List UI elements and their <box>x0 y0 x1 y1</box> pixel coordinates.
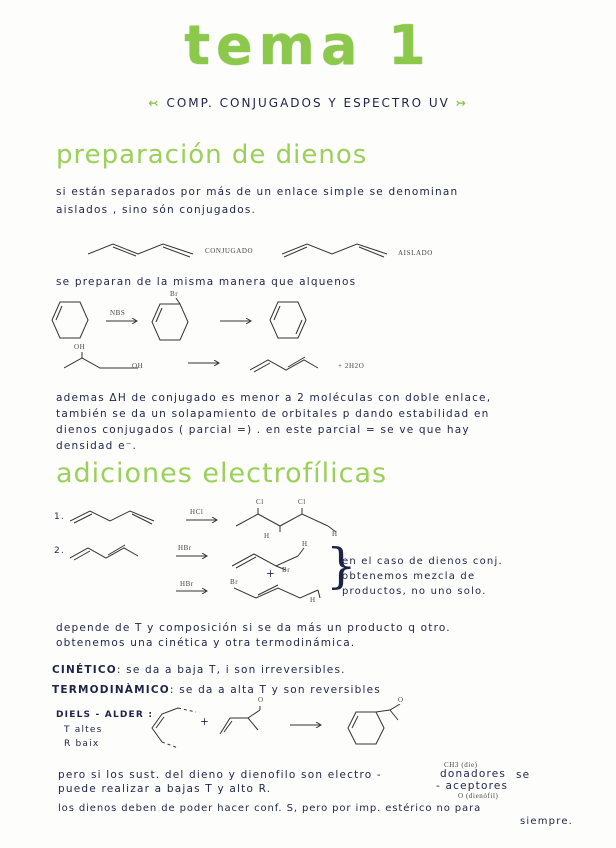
label-oh-top: OH <box>74 343 86 351</box>
label-br-2: Br <box>282 566 291 574</box>
diels-alder-reactants-drawing <box>150 706 280 750</box>
arrow-2-icon <box>220 318 254 324</box>
label-h-4: H <box>310 596 316 604</box>
label-h-2: H <box>332 530 338 538</box>
kinetic-label: CINÉTICO <box>52 664 117 676</box>
note-o: O (dienófil) <box>458 792 499 800</box>
label-conjugado: CONJUGADO <box>205 247 254 255</box>
cyclohexene-drawing <box>50 298 92 342</box>
curly-brace-icon: } <box>326 538 357 594</box>
para3-line-2: puede realizar a bajas T y alto R. <box>58 783 272 795</box>
conjugated-diene-drawing <box>88 236 198 260</box>
thermo-label: TERMODINÀMICO <box>52 684 170 696</box>
thermo-row <box>52 684 381 696</box>
product-water: + 2H2O <box>338 362 365 370</box>
label-oh-right: OH <box>132 362 144 370</box>
arrow-1-icon <box>106 318 140 324</box>
diels-alder-plus: + <box>200 716 210 728</box>
para1-line-1: ademas ΔH de conjugado es menor a 2 moléculas con doble enlace, <box>56 392 492 404</box>
para4-line-1: los dienos deben de poder hacer conf. S, pero por imp. estérico no para <box>58 803 482 814</box>
leaf-left-icon: ↢ <box>148 96 167 110</box>
note-line-1: en el caso de dienos conj. <box>342 556 503 567</box>
subtitle-row <box>0 96 616 110</box>
reagent-hbr-2: HBr <box>180 580 194 588</box>
label-br-1: Br <box>170 290 179 298</box>
label-cl-2: Cl <box>298 498 306 506</box>
label-o-1: O <box>258 696 264 704</box>
isolated-diene-drawing <box>282 236 392 260</box>
para2-line-1: depende de T y composición si se da más un producto q otro. <box>56 622 451 634</box>
para1-line-3: dienos conjugados ( parcial =) . en este parcial = se ve que hay <box>56 424 470 436</box>
prep-line-1: si están separados por más de un enlace simple se denominan <box>56 186 459 198</box>
item-1: 1. <box>54 512 65 522</box>
subtitle-text: COMP. CONJUGADOS Y ESPECTRO UV <box>166 96 450 110</box>
arrow-7-icon <box>290 722 324 728</box>
label-h-1: H <box>264 532 270 540</box>
kinetic-text: : se da a baja T, i son irreversibles. <box>116 664 346 676</box>
para3-se: se <box>516 769 531 781</box>
para3-donadores: donadores <box>440 768 507 780</box>
label-br-3: Br <box>230 578 239 586</box>
dichloro-product-drawing <box>236 506 346 534</box>
plus-sign: + <box>266 568 276 580</box>
label-aislado: AISLADO <box>398 249 433 257</box>
para1-line-2: también se da un solapamiento de orbitales p dando estabilidad en <box>56 408 490 420</box>
cyclohexadiene-drawing <box>268 298 314 344</box>
arrow-3-icon <box>188 360 222 366</box>
arrow-5-icon <box>176 553 210 559</box>
para1-line-4: densidad e⁻. <box>56 440 138 452</box>
arrow-6-icon <box>176 588 210 594</box>
heading-preparacion: preparación de dienos <box>56 140 368 170</box>
thermo-text: : se da a alta T y son reversibles <box>169 684 381 696</box>
note-line-2: obtenemos mezcla de <box>342 571 476 582</box>
diene-2-drawing <box>70 540 140 562</box>
diels-alder-t: T altes <box>64 725 103 735</box>
note-line-3: productos, no uno solo. <box>342 586 487 597</box>
label-cl-1: Cl <box>256 498 264 506</box>
butadiene-product-drawing <box>250 354 320 374</box>
arrow-4-icon <box>186 517 220 523</box>
kinetic-row <box>52 664 346 676</box>
prep-line-2: aislados , sino són conjugados. <box>56 204 257 216</box>
hbr-product-12-drawing <box>232 544 322 572</box>
diels-alder-label: DIELS - ALDER : <box>56 710 154 720</box>
reagent-hcl: HCl <box>190 508 204 516</box>
prep-line-3: se preparan de la misma manera que alquenos <box>56 276 357 288</box>
para3-line-1: pero si los sust. del dieno y dienofilo son electro - <box>58 769 382 781</box>
note-ch3: CH3 (die) <box>444 761 478 769</box>
para4-siempre: siempre. <box>520 816 574 827</box>
label-h-3: H <box>302 540 308 548</box>
para2-line-2: obtenemos una cinética y otra termodinámica. <box>56 637 356 649</box>
item-2: 2. <box>54 546 65 556</box>
diene-1-drawing <box>70 505 160 527</box>
heading-adiciones: adiciones electrofílicas <box>56 458 388 489</box>
diels-alder-r: R baix <box>64 739 100 749</box>
bromocyclohexene-drawing <box>150 298 196 344</box>
page-title: tema 1 <box>184 14 432 77</box>
reagent-nbs: NBS <box>110 309 126 317</box>
para3-aceptores: - aceptores <box>436 780 509 792</box>
diels-alder-product-drawing <box>344 704 414 750</box>
leaf-right-icon: ↣ <box>455 96 468 110</box>
reagent-hbr-1: HBr <box>178 544 192 552</box>
label-o-2: O <box>398 696 404 704</box>
